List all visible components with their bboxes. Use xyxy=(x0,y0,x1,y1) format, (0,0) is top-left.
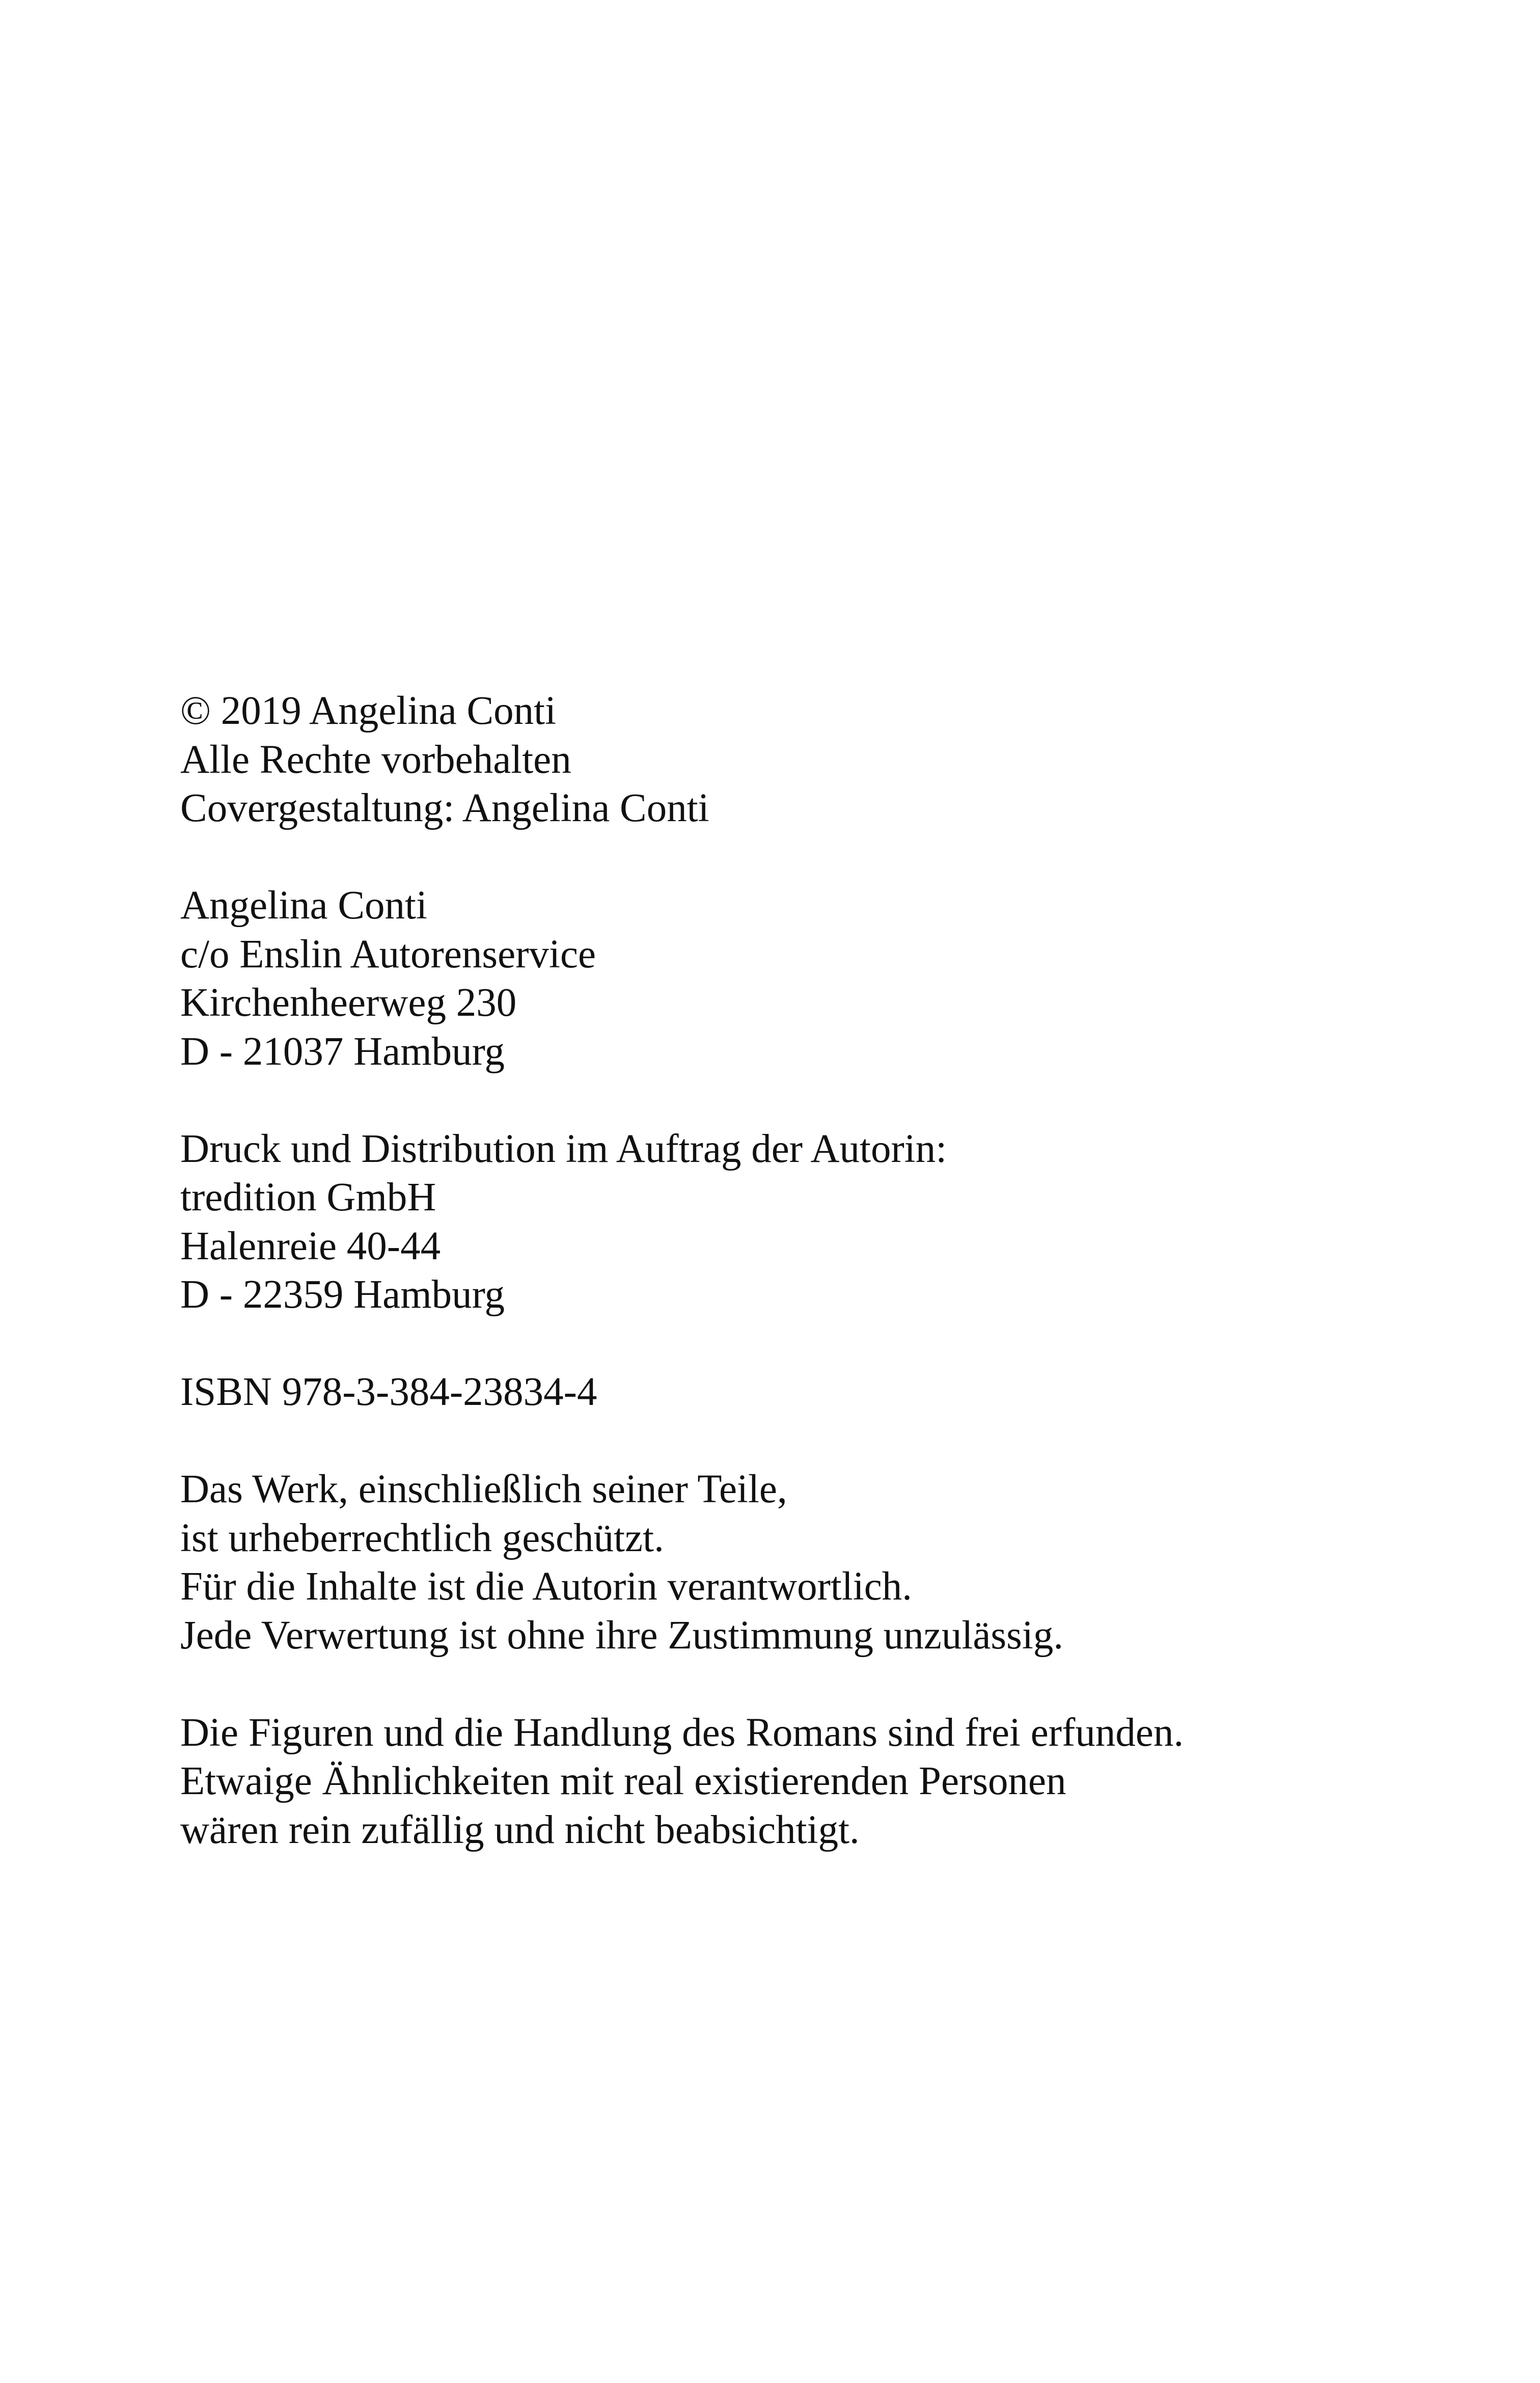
copyright-line: © 2019 Angelina Conti xyxy=(180,689,557,733)
rights-line: Das Werk, einschließlich seiner Teile, xyxy=(180,1467,787,1511)
publisher-street: Halenreie 40-44 xyxy=(180,1224,441,1268)
disclaimer-line: Etwaige Ähnlichkeiten mit real existierenden Personen xyxy=(180,1759,1066,1803)
publisher-intro: Druck und Distribution im Auftrag der Autorin: xyxy=(180,1126,947,1171)
publisher-name: tredition GmbH xyxy=(180,1175,436,1220)
rights-line: ist urheberrechtlich geschützt. xyxy=(180,1515,664,1560)
publisher-city: D - 22359 Hamburg xyxy=(180,1272,505,1317)
rights-line: Für die Inhalte ist die Autorin verantwortlich. xyxy=(180,1564,913,1609)
author-city: D - 21037 Hamburg xyxy=(180,1029,505,1074)
copyright-notice-block xyxy=(180,1465,1453,1660)
copyright-block xyxy=(180,687,1453,833)
imprint-text xyxy=(180,687,1453,1854)
publisher-block xyxy=(180,1125,1453,1319)
isbn-line: ISBN 978-3-384-23834-4 xyxy=(180,1370,597,1414)
author-street: Kirchenheerweg 230 xyxy=(180,981,517,1025)
cover-design-line: Covergestaltung: Angelina Conti xyxy=(180,786,709,830)
author-care-of: c/o Enslin Autorenservice xyxy=(180,932,596,977)
author-name: Angelina Conti xyxy=(180,883,427,928)
isbn-block xyxy=(180,1368,1453,1417)
disclaimer-line: wären rein zufällig und nicht beabsichtigt. xyxy=(180,1807,860,1852)
author-address-block xyxy=(180,881,1453,1076)
fiction-disclaimer-block xyxy=(180,1709,1453,1855)
rights-line: Jede Verwertung ist ohne ihre Zustimmung unzulässig. xyxy=(180,1613,1064,1658)
rights-reserved-line: Alle Rechte vorbehalten xyxy=(180,737,571,782)
disclaimer-line: Die Figuren und die Handlung des Romans sind frei erfunden. xyxy=(180,1710,1184,1755)
